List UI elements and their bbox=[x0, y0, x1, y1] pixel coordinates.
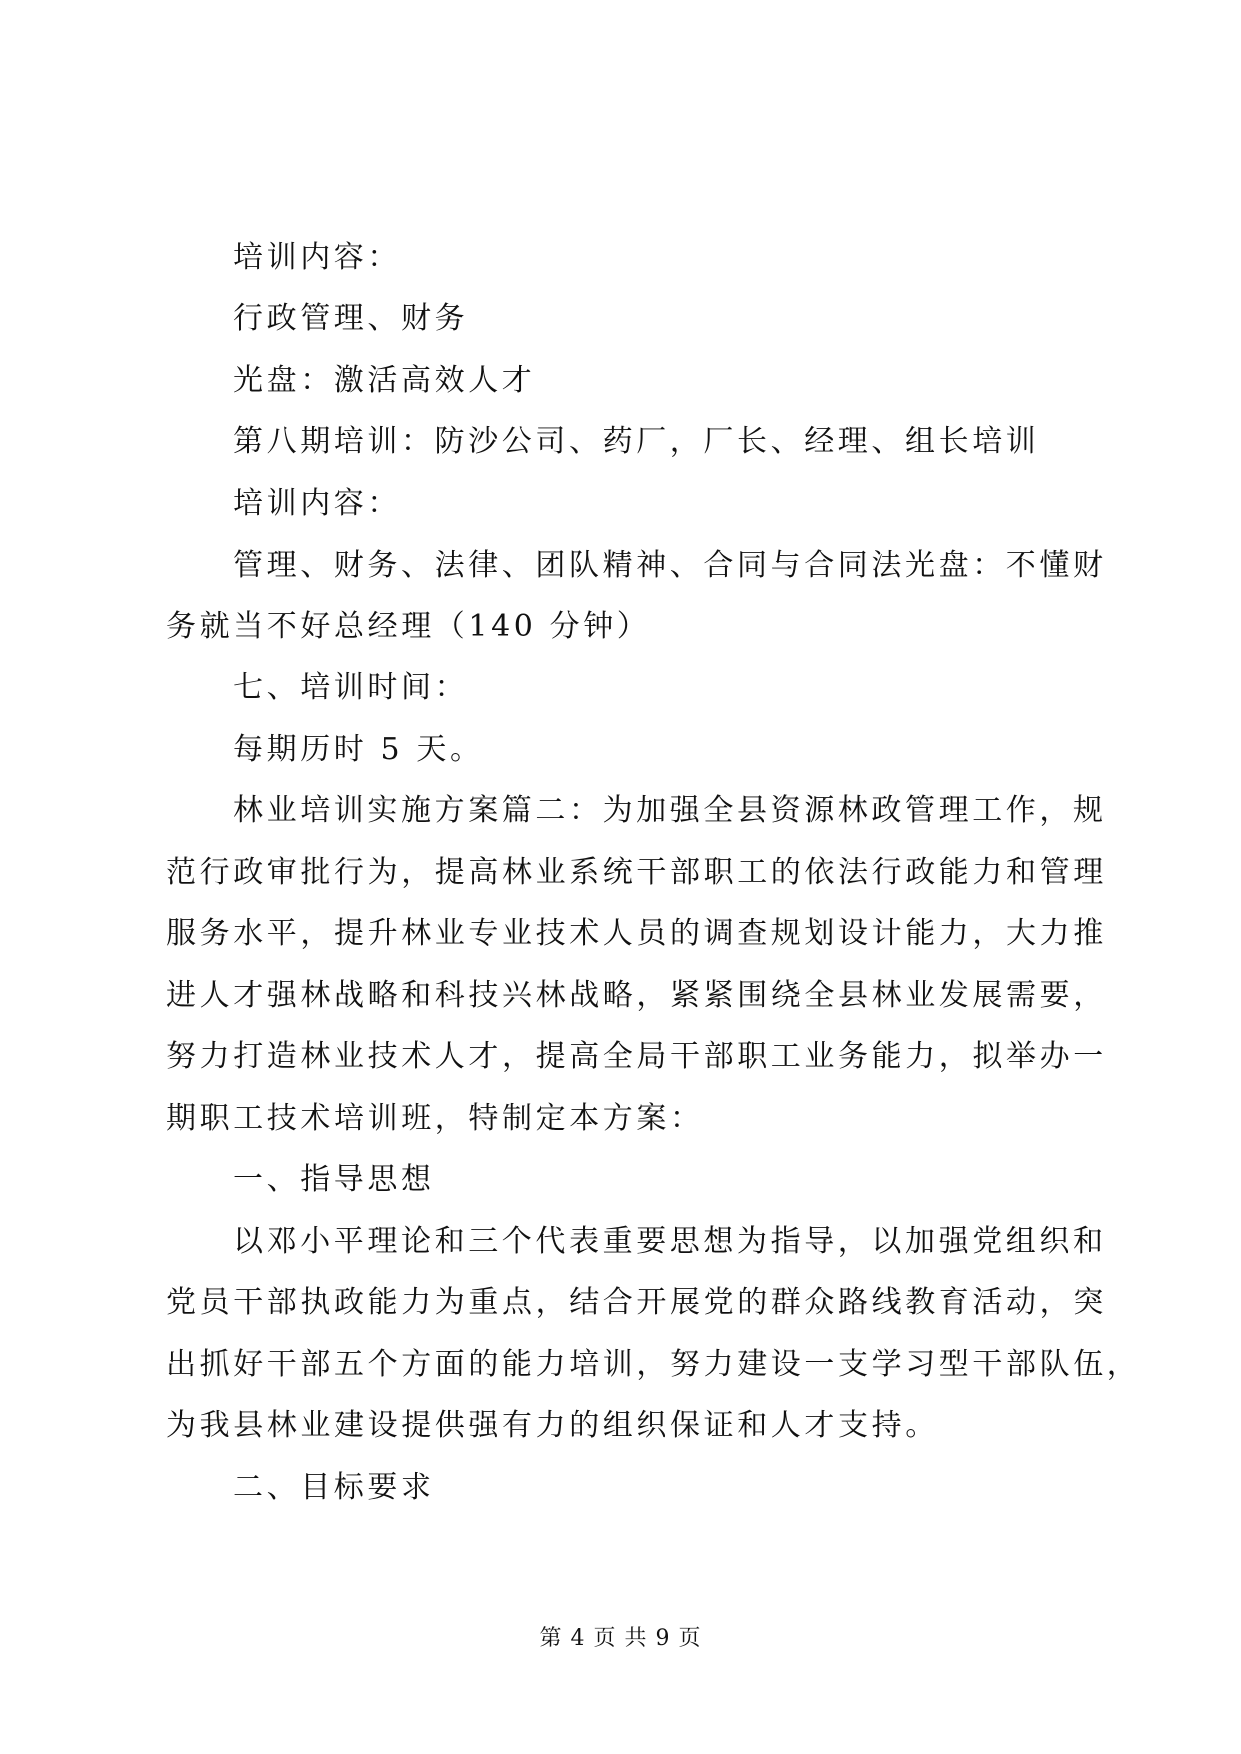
text-line: 林业培训实施方案篇二：为加强全县资源林政管理工作，规 bbox=[233, 793, 1107, 828]
text-line: 为我县林业建设提供强有力的组织保证和人才支持。 bbox=[166, 1408, 939, 1443]
text-line: 光盘：激活高效人才 bbox=[233, 363, 536, 398]
text-line: 培训内容： bbox=[233, 240, 401, 275]
text-line: 七、培训时间： bbox=[233, 670, 469, 705]
text-line: 培训内容： bbox=[233, 486, 401, 521]
section-heading: 一、指导思想 bbox=[233, 1162, 435, 1197]
text-line: 管理、财务、法律、团队精神、合同与合同法光盘：不懂财 bbox=[233, 548, 1107, 583]
text-line: 范行政审批行为，提高林业系统干部职工的依法行政能力和管理 bbox=[166, 855, 1107, 890]
section-heading: 二、目标要求 bbox=[233, 1470, 435, 1505]
text-line: 党员干部执政能力为重点，结合开展党的群众路线教育活动，突 bbox=[166, 1285, 1107, 1320]
text-line: 以邓小平理论和三个代表重要思想为指导，以加强党组织和 bbox=[233, 1224, 1107, 1259]
text-line: 进人才强林战略和科技兴林战略，紧紧围绕全县林业发展需要， bbox=[166, 978, 1107, 1013]
text-line: 第八期培训：防沙公司、药厂，厂长、经理、组长培训 bbox=[233, 424, 1040, 459]
page-footer: 第 4 页 共 9 页 bbox=[539, 1626, 702, 1651]
text-line: 服务水平，提升林业专业技术人员的调查规划设计能力，大力推 bbox=[166, 916, 1107, 951]
text-line: 期职工技术培训班，特制定本方案： bbox=[166, 1101, 704, 1136]
text-line: 出抓好干部五个方面的能力培训，努力建设一支学习型干部队伍， bbox=[166, 1347, 1141, 1382]
text-line: 务就当不好总经理（140 分钟） bbox=[166, 609, 651, 644]
text-line: 每期历时 5 天。 bbox=[233, 732, 484, 767]
text-line: 行政管理、财务 bbox=[233, 301, 469, 336]
text-line: 努力打造林业技术人才，提高全局干部职工业务能力，拟举办一 bbox=[166, 1039, 1107, 1074]
